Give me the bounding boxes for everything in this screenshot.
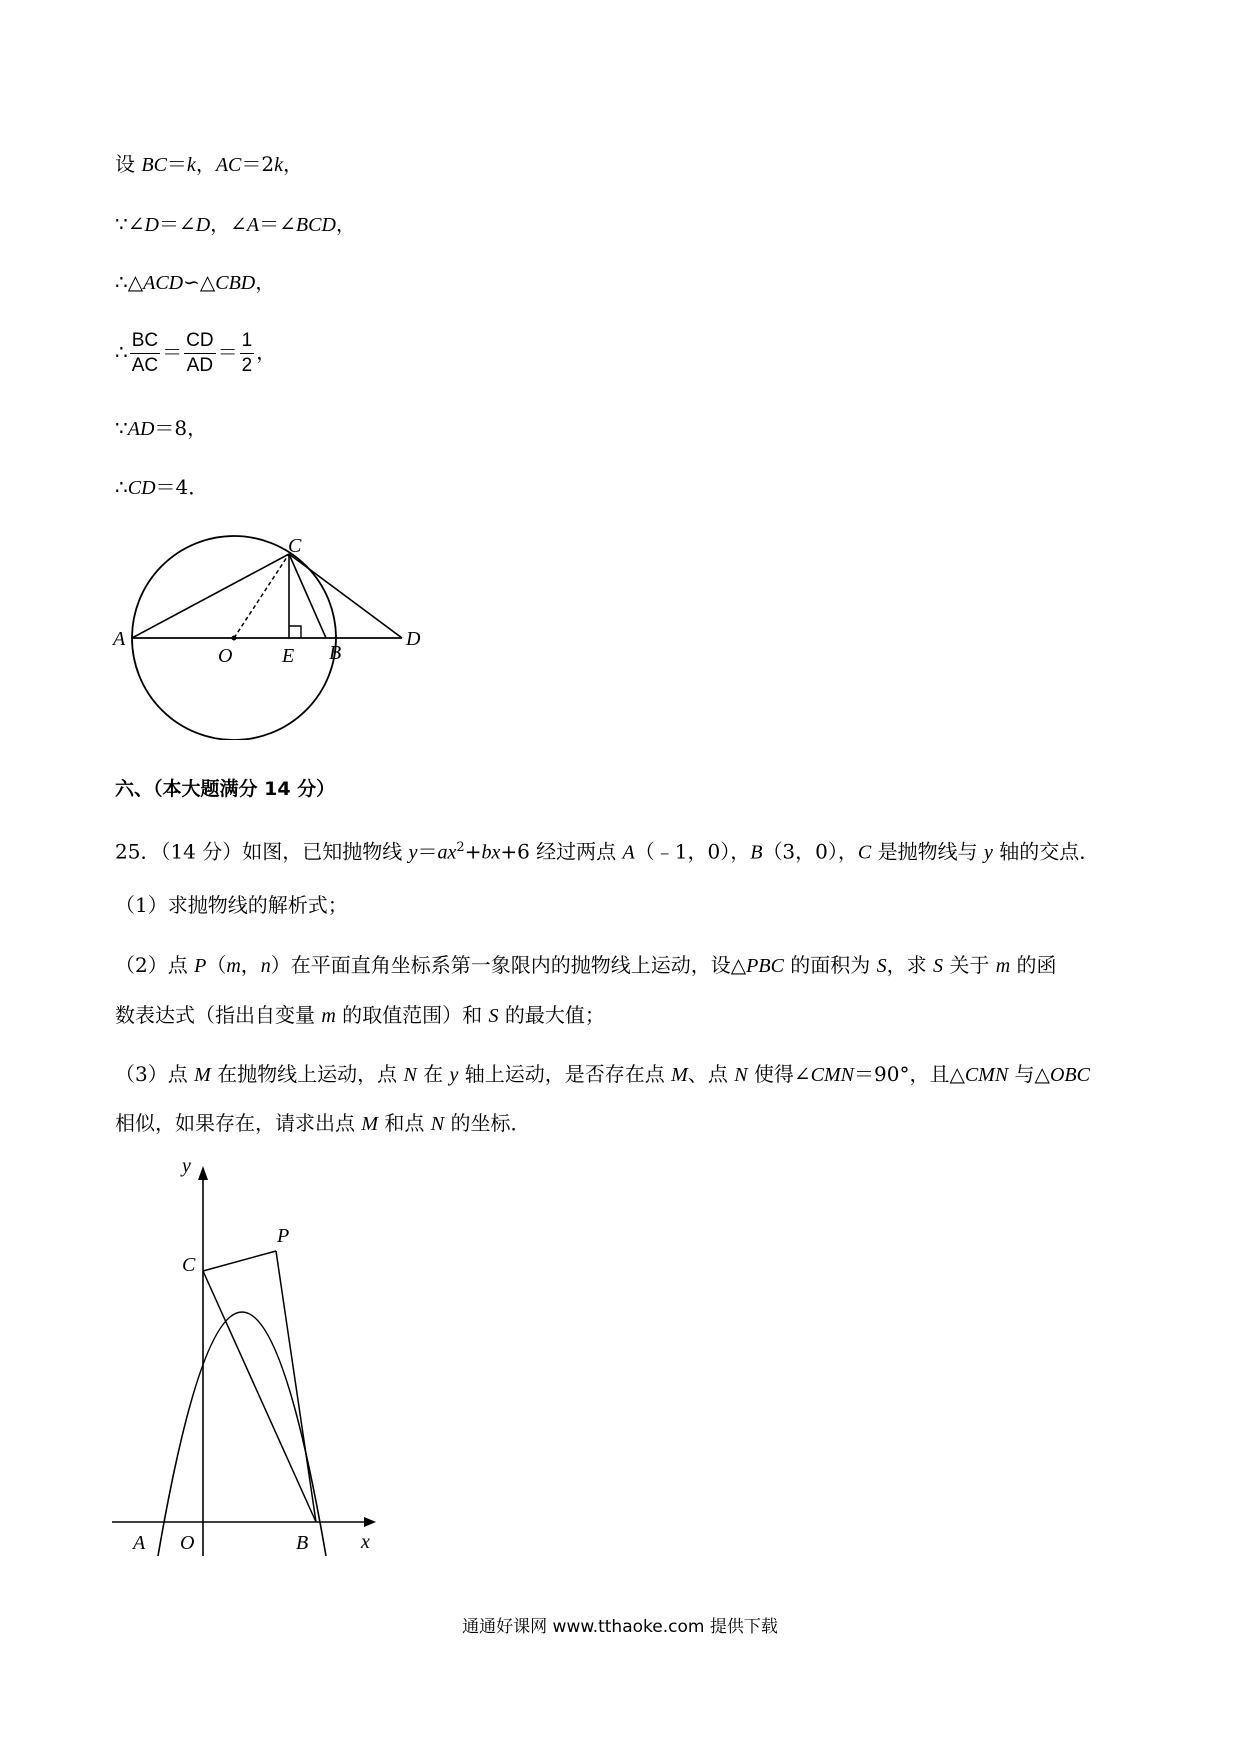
parabola-curve	[158, 1312, 326, 1556]
text: AD	[127, 418, 155, 440]
text: A	[246, 214, 260, 236]
text: n	[260, 955, 271, 977]
text: m	[226, 955, 241, 977]
label-b: B	[296, 1532, 309, 1554]
label-o: O	[218, 645, 233, 667]
solution-line-5	[115, 414, 207, 443]
text: D	[144, 214, 159, 236]
text: CMN	[964, 1064, 1009, 1086]
text: N	[430, 1113, 445, 1135]
text: ）在平面直角坐标系第一象限内的抛物线上运动，设△	[270, 953, 747, 977]
label-d: D	[406, 628, 421, 650]
text: 和点	[378, 1111, 431, 1135]
text: 的最大值；	[498, 1003, 605, 1027]
denominator: AD	[186, 355, 214, 376]
text: ＝∠	[158, 212, 196, 236]
numerator: CD	[184, 329, 215, 354]
parabola-figure	[100, 1150, 400, 1570]
text: ＝2	[241, 152, 275, 176]
fraction-one-half	[240, 329, 255, 378]
text: 相似，如果存在，请求出点	[115, 1111, 362, 1135]
text: 的坐标．	[444, 1111, 531, 1135]
text: CMN	[810, 1064, 854, 1086]
label-x: x	[361, 1531, 370, 1553]
solution-line-1	[115, 150, 303, 179]
text: （﹣1，0），	[634, 839, 751, 864]
q25-part-3-line-2	[115, 1109, 530, 1138]
numerator: 1	[240, 329, 255, 354]
text: 25．（14 分）如图，已知抛物线	[115, 839, 409, 864]
text: 、点	[687, 1062, 735, 1086]
text: BCD	[295, 214, 336, 236]
line-cd	[289, 554, 402, 638]
text: ＝90°，且△	[854, 1062, 965, 1086]
text: ，	[195, 152, 216, 176]
text: ∽△	[183, 270, 216, 294]
line-ac	[132, 554, 289, 638]
solution-line-6	[115, 473, 208, 502]
text: CD	[127, 477, 156, 499]
label-c: C	[288, 535, 302, 557]
text: CBD	[215, 272, 256, 294]
text: ∴	[115, 475, 128, 499]
label-b: B	[329, 642, 342, 664]
text: ，	[256, 340, 277, 364]
text: ，	[283, 152, 303, 176]
text: （3）点	[115, 1062, 195, 1086]
label-y: y	[182, 1155, 191, 1177]
text: OBC	[1049, 1064, 1090, 1086]
q25-part-2-line-1	[115, 951, 1057, 980]
text: BC	[141, 154, 167, 176]
text: ＝4．	[155, 475, 209, 499]
text: 2	[456, 840, 465, 855]
text: AC	[215, 154, 242, 176]
text: M	[671, 1064, 688, 1086]
text: A	[622, 841, 635, 864]
label-p: P	[277, 1225, 290, 1247]
q25-part-3-line-1	[115, 1060, 1090, 1089]
text: ax	[437, 841, 457, 864]
text: ∴△	[115, 270, 144, 294]
text: PBC	[746, 955, 784, 977]
text: N	[403, 1064, 417, 1086]
text: 在	[416, 1062, 450, 1086]
text: （	[206, 953, 227, 977]
label-e: E	[282, 645, 295, 667]
fraction-bc-ac	[130, 329, 160, 378]
label-c: C	[182, 1254, 196, 1276]
text: 关于	[943, 953, 996, 977]
text: ∵	[115, 416, 128, 440]
text: 轴上运动，是否存在点	[458, 1062, 672, 1086]
text: ＝8，	[154, 416, 208, 440]
label-o: O	[180, 1532, 195, 1554]
solution-line-2	[115, 210, 356, 239]
text: ＝	[162, 340, 183, 364]
text: 使得∠	[747, 1062, 811, 1086]
section-heading: 六、（本大题满分 14 分）	[115, 778, 336, 800]
text: D	[195, 214, 211, 236]
circle-figure	[100, 520, 440, 740]
denominator: AC	[131, 355, 159, 376]
text: bx	[481, 841, 501, 864]
text: S	[933, 955, 944, 977]
text: （2）点	[115, 953, 195, 977]
numerator: BC	[130, 329, 160, 354]
text: 与△	[1008, 1062, 1050, 1086]
text: ，∠	[210, 212, 247, 236]
text: N	[734, 1064, 748, 1086]
q25-part-2-line-2	[115, 1001, 605, 1030]
text: ＝	[217, 340, 238, 364]
x-axis-arrow	[364, 1517, 376, 1527]
text: ＝∠	[259, 212, 296, 236]
text: ，	[335, 212, 356, 236]
line-cp	[203, 1251, 276, 1271]
text: y	[449, 1064, 459, 1086]
text: S	[488, 1005, 499, 1027]
text: +	[464, 839, 482, 864]
text: +6 经过两点	[500, 839, 623, 864]
solution-line-3	[115, 268, 275, 297]
text: m	[321, 1005, 336, 1027]
text: ＝	[166, 152, 187, 176]
text: ，求	[886, 953, 934, 977]
text: 的取值范围）和	[335, 1003, 489, 1027]
text: M	[194, 1064, 211, 1086]
text: 数表达式（指出自变量	[115, 1003, 322, 1027]
right-angle-mark	[289, 626, 301, 638]
text: ＝	[417, 839, 438, 864]
page-footer: 通通好课网 www.tthaoke.com 提供下载	[462, 1617, 778, 1637]
text: ，	[255, 270, 276, 294]
text: 是抛物线与	[871, 839, 984, 864]
text: y	[408, 841, 418, 864]
text: C	[857, 841, 872, 864]
text: ，	[240, 953, 261, 977]
text: ∵∠	[115, 212, 145, 236]
denominator: 2	[241, 355, 253, 376]
text: S	[876, 955, 887, 977]
point-o	[232, 636, 237, 641]
text: 在抛物线上运动，点	[210, 1062, 404, 1086]
text: ∴	[115, 340, 128, 364]
text: 设	[115, 152, 142, 176]
text: 轴的交点．	[992, 839, 1100, 864]
text: m	[995, 955, 1011, 977]
text: k	[274, 154, 283, 176]
line-oc-dashed	[234, 554, 289, 638]
q25-stem	[115, 834, 1099, 867]
text: 的函	[1010, 953, 1057, 977]
solution-line-4	[115, 324, 276, 380]
text: y	[983, 841, 993, 864]
y-axis-arrow	[198, 1166, 208, 1180]
line-pb	[276, 1251, 316, 1522]
label-a: A	[113, 628, 126, 650]
text: M	[361, 1113, 379, 1135]
text: 的面积为	[783, 953, 877, 977]
text: k	[186, 154, 196, 176]
text: P	[194, 955, 207, 977]
text: B	[750, 841, 763, 864]
fraction-cd-ad	[184, 329, 215, 378]
line-cb	[203, 1271, 316, 1522]
label-a: A	[133, 1532, 146, 1554]
text: （3，0），	[762, 839, 858, 864]
text: ACD	[143, 272, 184, 294]
q25-part-1: （1）求抛物线的解析式；	[115, 893, 348, 917]
